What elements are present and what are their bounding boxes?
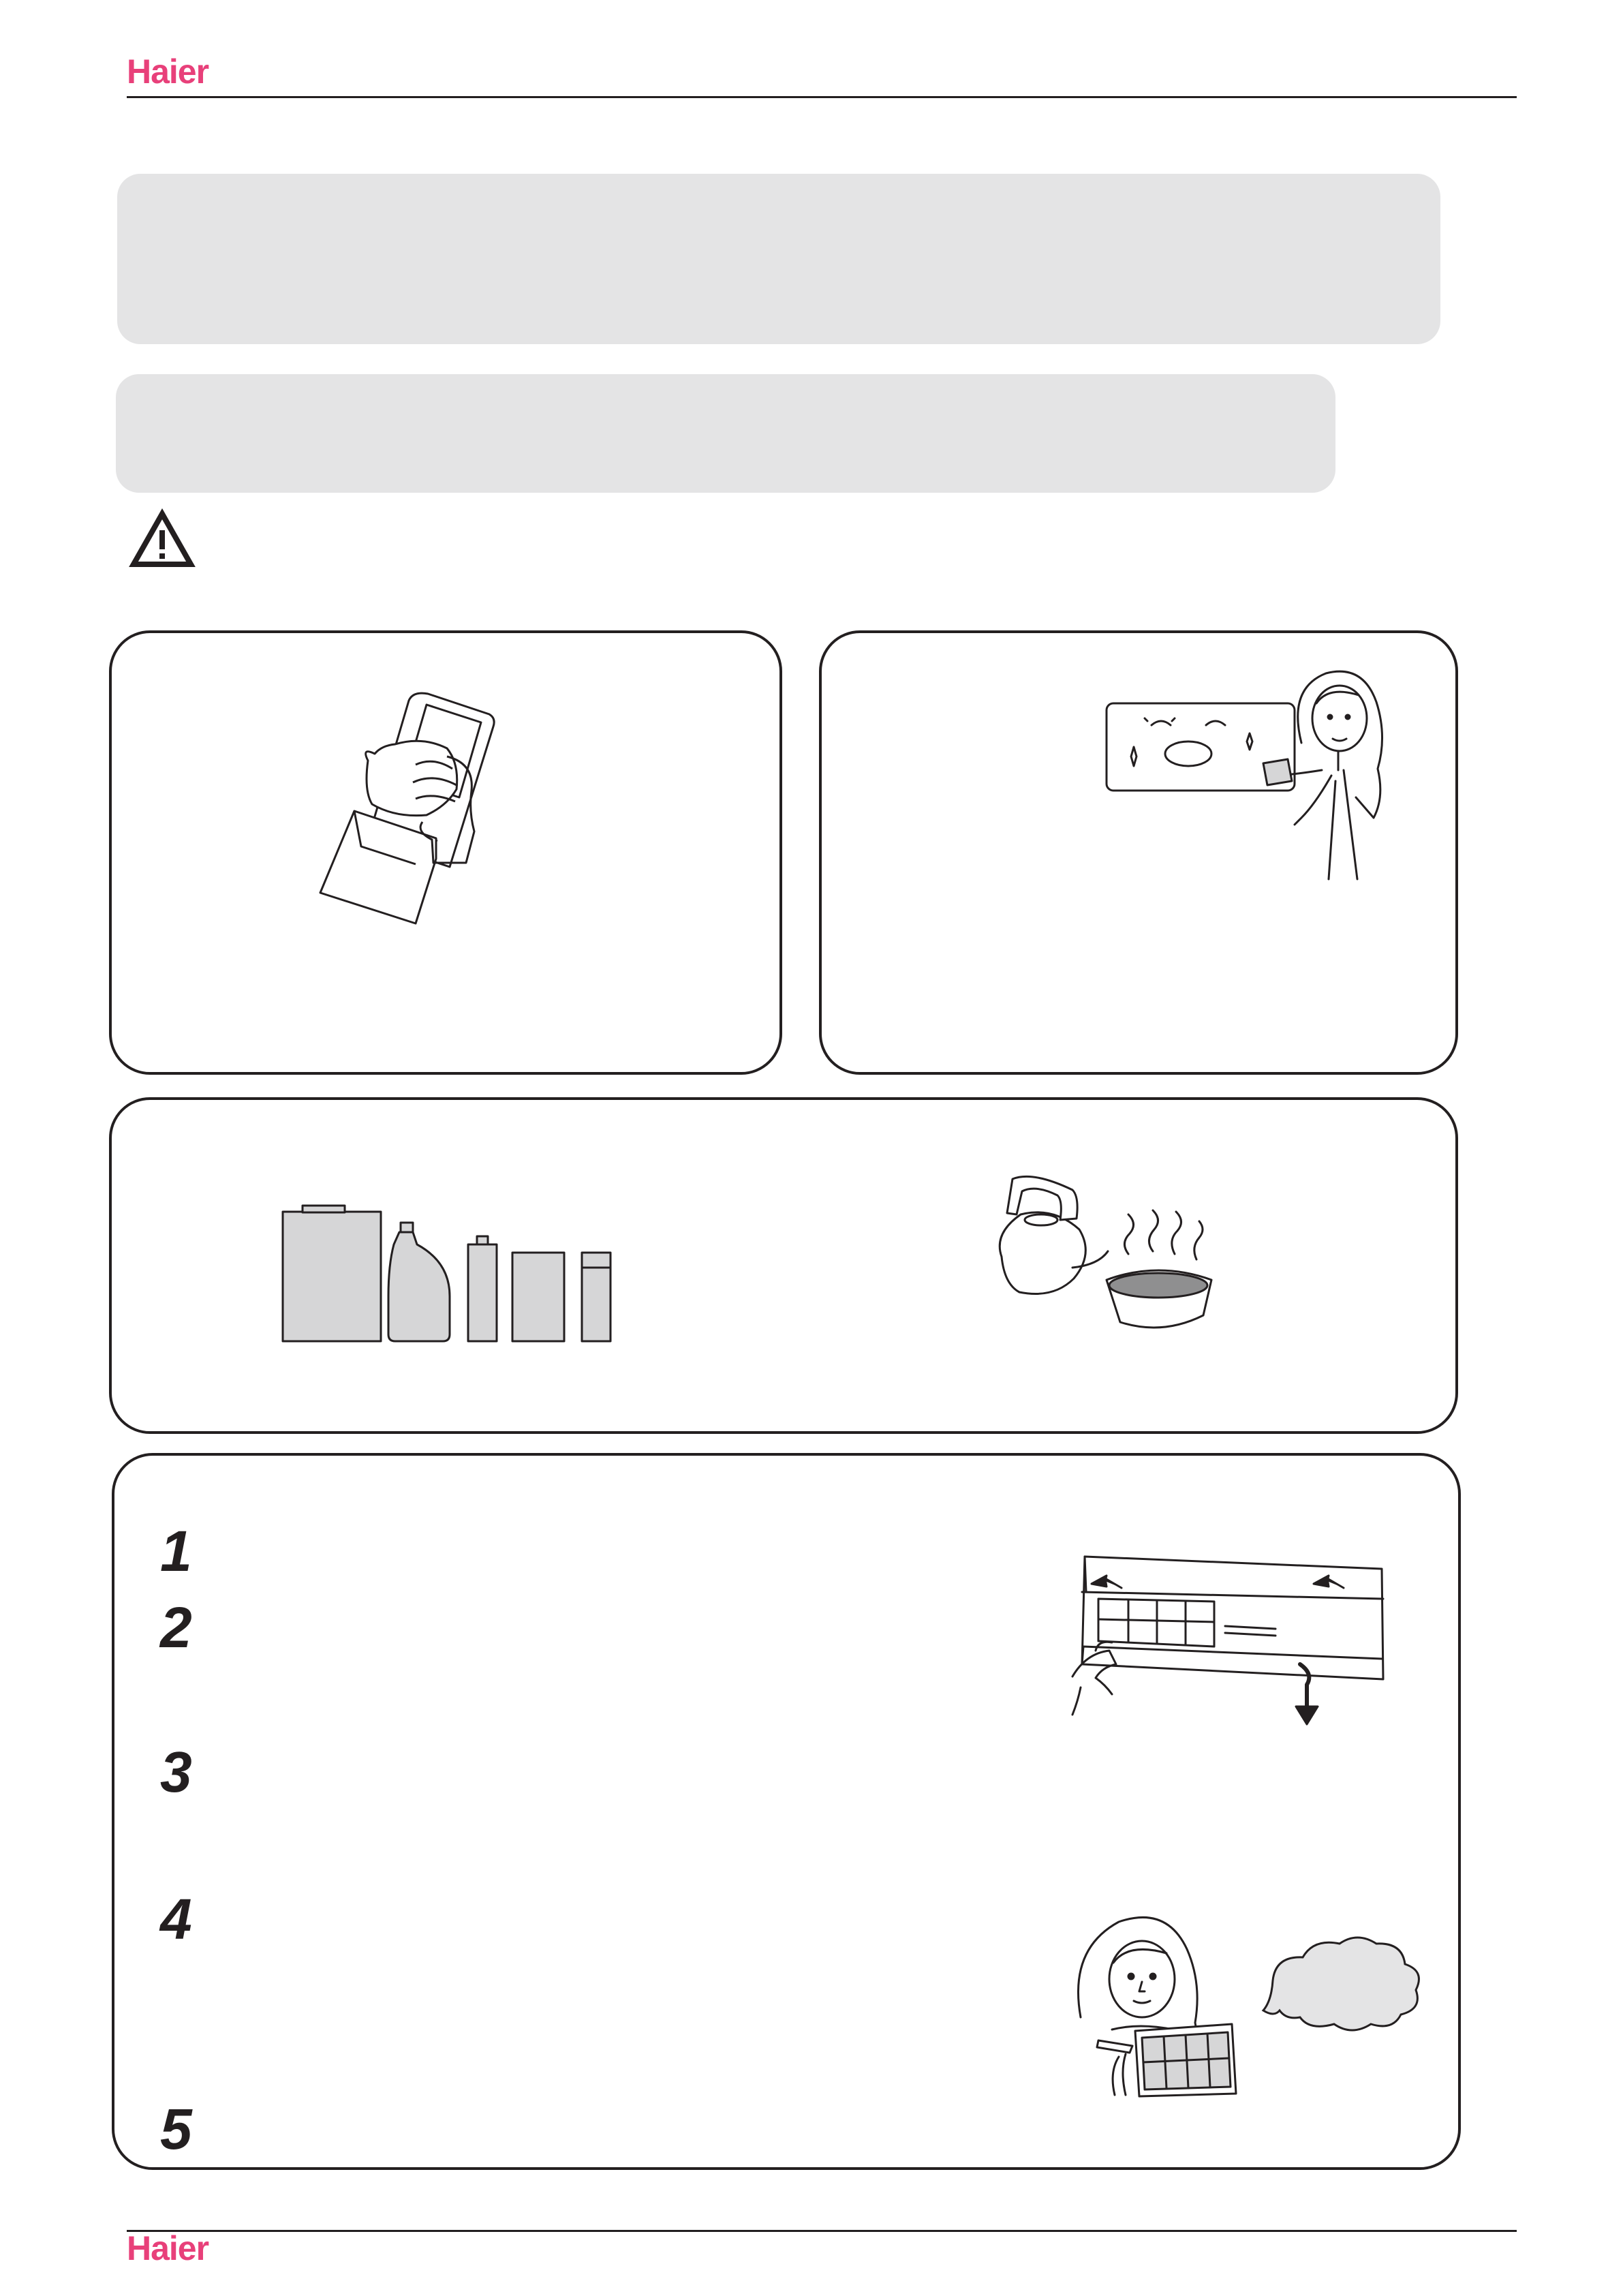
footer-rule	[127, 2230, 1517, 2232]
haier-logo-footer: Haier	[127, 2229, 209, 2267]
warning-triangle-icon	[129, 510, 195, 568]
indoor-unit-filter-illustration	[1071, 1551, 1389, 1728]
step-number-3: 3	[160, 1740, 192, 1804]
unit-wipe-illustration	[1104, 661, 1390, 879]
speech-bubble	[1263, 1938, 1419, 2030]
girl-with-filter-illustration	[1071, 1908, 1425, 2096]
notice-band-2	[116, 374, 1335, 493]
notice-band-1	[117, 174, 1440, 344]
remote-wipe-illustration	[313, 688, 504, 940]
step-number-2: 2	[160, 1595, 192, 1659]
hot-water-kettle-illustration	[992, 1172, 1217, 1341]
header-rule	[127, 96, 1517, 98]
step-number-4: 4	[160, 1887, 192, 1951]
step-number-1: 1	[160, 1519, 192, 1583]
haier-logo-header: Haier	[127, 52, 209, 91]
solvent-containers-illustration	[281, 1204, 615, 1344]
step-number-5: 5	[160, 2097, 192, 2161]
